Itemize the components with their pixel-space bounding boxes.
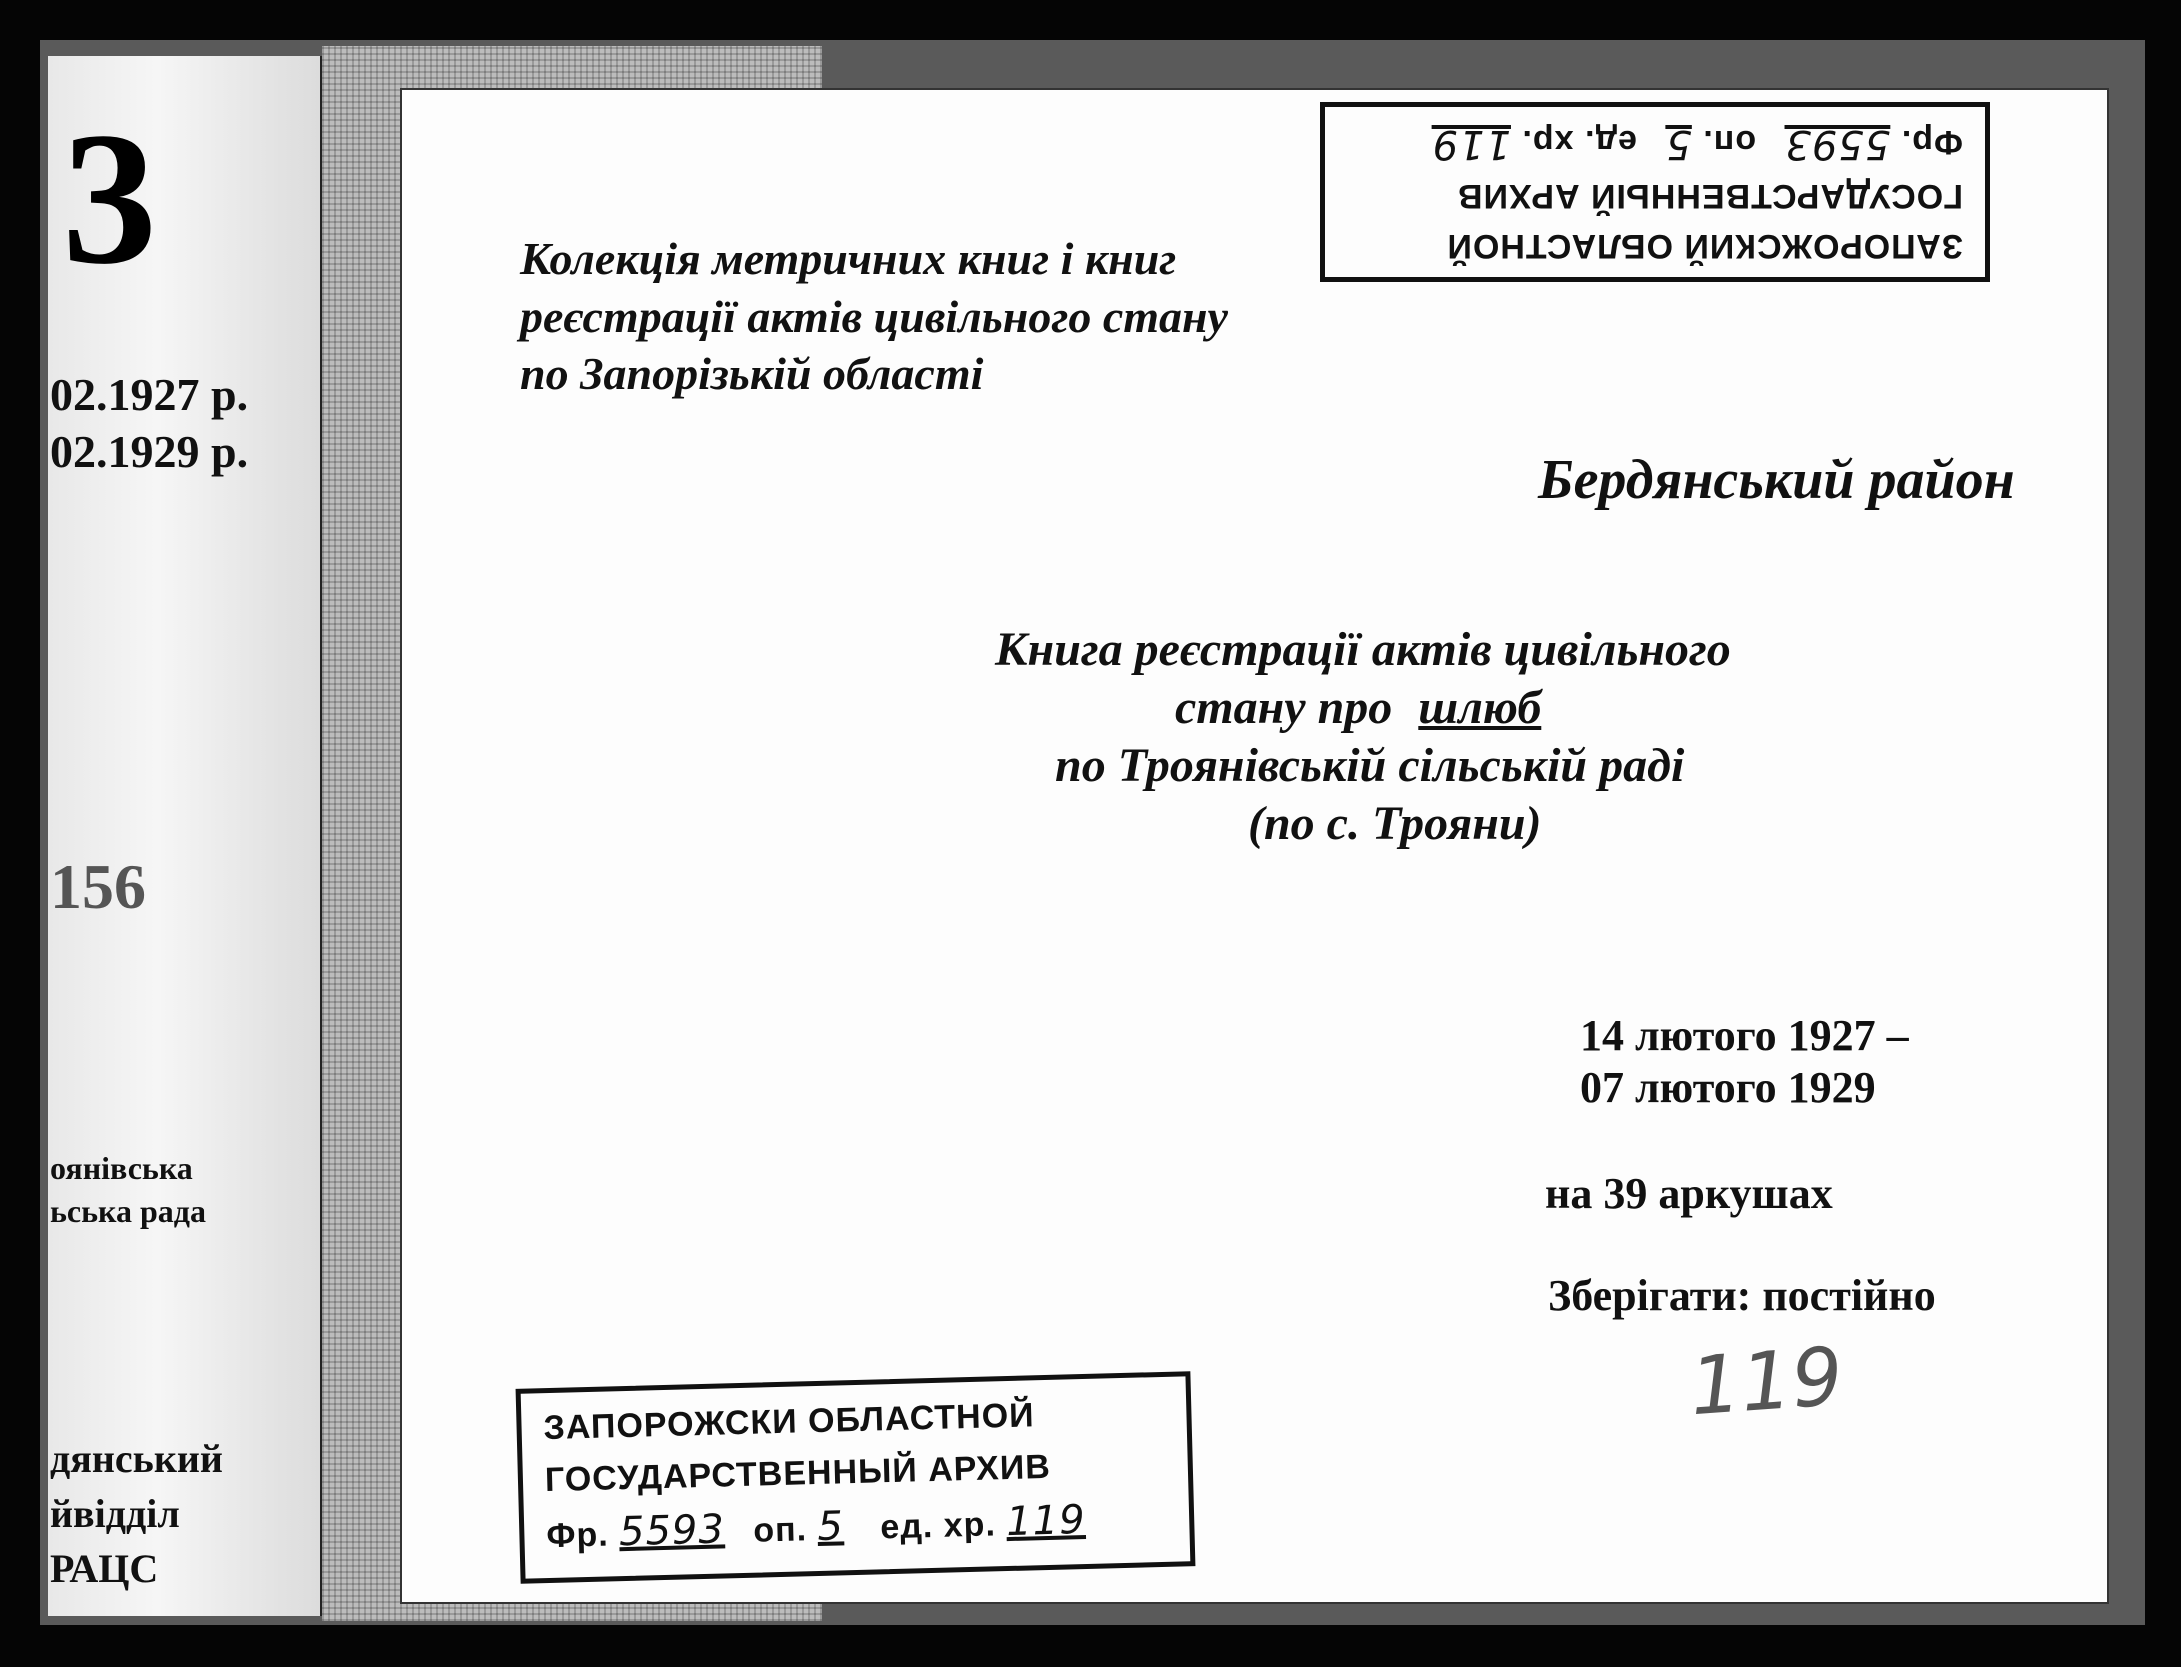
book-title-line3: по Троянівській сільській раді — [1055, 739, 1685, 792]
stamp-bottom-ref — [546, 1497, 1086, 1557]
date-to: 07 лютого 1929 — [1580, 1063, 1876, 1112]
stamp-bottom-item-value: 119 — [1005, 1496, 1087, 1546]
stamp-top-fund-value: 5593 — [1784, 121, 1891, 167]
stamp-top-item-label: ед. хр. — [1521, 123, 1637, 161]
book-title-line4: (по с. Трояни) — [1248, 797, 1542, 850]
stamp-bottom-fund-value: 5593 — [618, 1506, 726, 1556]
retention-period: Зберігати: постійно — [1548, 1271, 1936, 1320]
stamp-top-ref — [1432, 121, 1963, 167]
spine-date-start: 02.1927 р. — [50, 369, 249, 420]
stamp-top-fund-label: Фр. — [1900, 123, 1963, 161]
spine-fund-number: 156 — [50, 851, 146, 922]
spine-dept-line2: йвідділ — [50, 1491, 180, 1536]
spine-council-line1: оянівська — [50, 1150, 193, 1186]
stamp-top-opis-value: 5 — [1665, 121, 1692, 167]
archive-stamp-top — [1320, 102, 1990, 282]
spine-dept-line1: дянський — [50, 1436, 223, 1481]
district-title: Бердянський район — [1538, 449, 2015, 511]
book-title-line1: Книга реєстрації актів цивільного — [995, 623, 1731, 676]
collection-line2: реєстрації актів цивільного стану — [520, 291, 1228, 342]
date-from: 14 лютого 1927 – — [1580, 1011, 1909, 1060]
stamp-top-opis-label: оп. — [1702, 123, 1757, 161]
collection-line3: по Запорізькій області — [520, 348, 984, 399]
stamp-top-line2: ГОСУДАРСТВЕННЫЙ АРХИВ — [1457, 177, 1963, 215]
spine-number: 3 — [62, 94, 157, 304]
stamp-bottom-line1: ЗАПОРОЖСКИ ОБЛАСТНОЙ — [543, 1396, 1036, 1448]
spine-date-end: 02.1929 р. — [50, 426, 249, 477]
stamp-bottom-opis-value: 5 — [816, 1503, 845, 1551]
stamp-bottom-line2: ГОСУДАРСТВЕННЫЙ АРХИВ — [544, 1447, 1052, 1500]
spine-council-line2: ьська рада — [50, 1193, 206, 1229]
sheet-count: на 39 аркушах — [1545, 1169, 1833, 1218]
book-title-line2 — [1175, 680, 1541, 735]
collection-line1: Колекція метричних книг і книг — [520, 233, 1177, 284]
handwritten-number: 119 — [1686, 1329, 1846, 1434]
archive-stamp-bottom — [516, 1371, 1196, 1584]
book-title-line2-prefix: стану про — [1175, 681, 1393, 734]
stamp-top-item-value: 119 — [1431, 121, 1511, 167]
stamp-bottom-opis-label: оп. — [752, 1510, 808, 1550]
spine-dept-line3: РАЦС — [50, 1546, 159, 1591]
stamp-bottom-item-label: ед. хр. — [879, 1505, 997, 1547]
stamp-top-line1: ЗАПОРОЖСКИЙ ОБЛАСТНОЙ — [1446, 227, 1963, 265]
book-title-type-word: шлюб — [1418, 681, 1542, 734]
stamp-bottom-fund-label: Фр. — [545, 1515, 610, 1556]
